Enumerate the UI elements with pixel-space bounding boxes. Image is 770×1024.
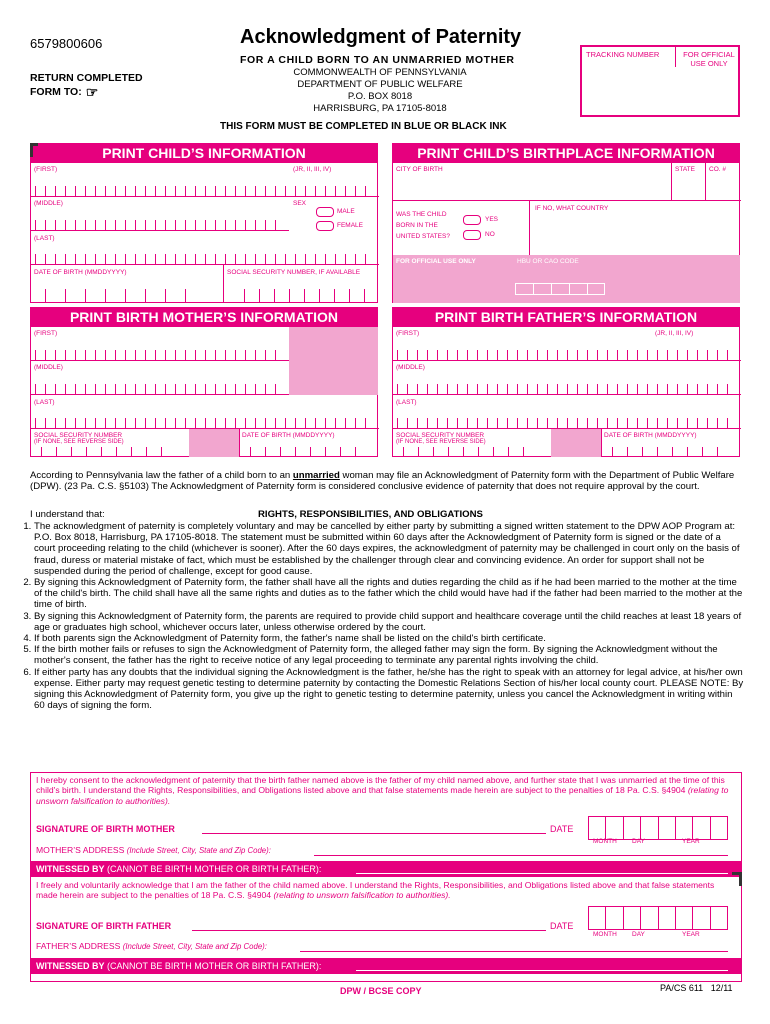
child-middle-ticks: [35, 220, 285, 230]
address-line: DEPARTMENT OF PUBLIC WELFARE: [297, 79, 463, 90]
child-ssn-ticks: [244, 289, 379, 303]
mother-date-field[interactable]: [588, 816, 728, 840]
birthplace-box: [392, 163, 740, 303]
father-address-hint: (Include Street, City, State and Zip Code):: [122, 942, 267, 951]
rights-item: 4. If both parents sign the Acknowledgment of Paternity form, the father's name shall be listed on the child's birth certificate.: [34, 633, 744, 644]
mother-middle-label: (MIDDLE): [34, 364, 63, 371]
rights-item: 6. If either party has any doubts that the individual signing the Acknowledgment is the father, he/she has the right to speak with an attorney for legal advice, at his/her own expense. Either party may request genetic testing to determine paternity by contacting the Domestic Relations Section of his/her local county court. PLEASE NOTE: By signing this Acknowledgment of Paternity form, you give up the right to genetic testing to determine paternity, unless you cancel the Acknowledgment in writing within 60 days of signing the form.: [34, 667, 744, 712]
mother-dob-ticks: [250, 447, 370, 457]
mother-info-heading: PRINT BIRTH MOTHER’S INFORMATION: [30, 307, 378, 327]
child-last-label: (LAST): [34, 235, 55, 242]
child-middle-field[interactable]: [31, 197, 289, 231]
mother-month-label: MONTH: [593, 838, 617, 845]
rights-item: 3. By signing this Acknowledgment of Paternity form, the parents are required to provide child support and healthcare coverage until the child reaches at least 18 years of age or graduates high school, whichever occurs later, unless otherwise ordered by the court.: [34, 611, 744, 633]
child-first-ticks: [35, 186, 375, 196]
child-middle-label: (MIDDLE): [34, 200, 63, 207]
co-divider: [705, 163, 706, 201]
mother-date-label: DATE: [550, 824, 574, 834]
mother-address-hint: (Include Street, City, State and Zip Code):: [126, 846, 271, 855]
hbu-boxes: [515, 283, 605, 295]
address-line: COMMONWEALTH OF PENNSYLVANIA: [293, 67, 467, 78]
copy-label: DPW / BCSE COPY: [340, 986, 422, 996]
born-us-question: WAS THE CHILD BORN IN THE UNITED STATES?: [396, 211, 450, 240]
born-us-yes-label: YES: [485, 216, 499, 223]
mother-witness-title: WITNESSED BY: [36, 864, 105, 874]
child-info-heading: PRINT CHILD’S INFORMATION: [30, 143, 378, 163]
mother-witness-field[interactable]: [356, 861, 728, 874]
father-dob-label: DATE OF BIRTH (MMDDYYYY): [604, 432, 697, 439]
mother-middle-field[interactable]: [31, 361, 289, 395]
father-first-ticks: [397, 350, 737, 360]
address-line: P.O. BOX 8018: [347, 91, 413, 102]
tracking-box: [580, 45, 740, 117]
father-ssn-shade: [551, 429, 601, 457]
father-month-label: MONTH: [593, 931, 617, 938]
father-last-field[interactable]: [393, 395, 741, 429]
rights-item: 2. By signing this Acknowledgment of Paternity form, the father shall have all the rights and duties regarding the child as if he had been married to the mother at the time of the child's birth. The child shall have all the same rights and duties as to the father which the child would have had if the father had been married to the mother at the time of birth.: [34, 577, 744, 611]
mother-day-label: DAY: [632, 838, 645, 845]
child-dob-ticks: [45, 289, 205, 303]
father-witness-note: (CANNOT BE BIRTH MOTHER OR BIRTH FATHER):: [107, 961, 322, 971]
birthplace-heading: PRINT CHILD’S BIRTHPLACE INFORMATION: [392, 143, 740, 163]
mother-ssn-ticks: [41, 447, 176, 457]
child-dob-label: DATE OF BIRTH (MMDDYYYY): [34, 269, 127, 276]
child-first-field[interactable]: [31, 163, 379, 197]
child-info-box: [30, 163, 378, 303]
father-date-label: DATE: [550, 921, 574, 931]
mother-last-field[interactable]: [31, 395, 379, 429]
mother-consent-italic: (relating to unsworn falsification to authorities).: [36, 785, 729, 806]
mother-first-ticks: [35, 350, 285, 360]
mother-ssn-label: SOCIAL SECURITY NUMBER: [34, 432, 123, 439]
father-info-heading: PRINT BIRTH FATHER’S INFORMATION: [392, 307, 740, 327]
father-witness-label: [36, 961, 321, 971]
pointing-hand-icon: ☞: [85, 84, 99, 100]
father-address-field[interactable]: [300, 938, 728, 952]
father-consent-italic: (relating to unsworn falsification to authorities).: [273, 890, 451, 901]
return-label-line1: RETURN COMPLETED: [30, 72, 143, 84]
father-day-label: DAY: [632, 931, 645, 938]
child-ssn-label: SOCIAL SECURITY NUMBER, IF AVAILABLE: [227, 269, 361, 276]
father-first-label: (FIRST): [396, 330, 420, 337]
mother-dob-field[interactable]: [240, 429, 379, 457]
tracking-divider: [675, 47, 676, 67]
father-middle-ticks: [397, 384, 737, 394]
sex-female-checkbox[interactable]: [316, 221, 334, 231]
child-last-field[interactable]: [31, 231, 379, 265]
co-label: CO. #: [709, 166, 726, 173]
intro-paragraph: [30, 470, 742, 492]
form-title: Acknowledgment of Paternity: [240, 26, 522, 48]
mother-info-box: [30, 327, 378, 457]
sex-male-label: MALE: [337, 208, 355, 215]
father-ssn-note: (IF NONE, SEE REVERSE SIDE): [396, 439, 486, 445]
born-us-no-label: NO: [485, 231, 495, 238]
born-us-no-checkbox[interactable]: [463, 230, 481, 240]
child-ssn-field[interactable]: [224, 265, 379, 303]
ink-note: THIS FORM MUST BE COMPLETED IN BLUE OR BLACK INK: [220, 121, 507, 132]
father-address-label: [36, 941, 267, 951]
mother-address-label: [36, 845, 271, 855]
city-label: CITY OF BIRTH: [396, 166, 443, 173]
mother-consent-body: I hereby consent to the acknowledgment of paternity that the birth father named above is the father of my child named above, and further state that I was unmarried at the time of this child's birth. I understand the Rights, Responsibilities, and Obligations listed above and that false statements made herein are subject to the penalties of 18 Pa. C.S. §4904: [36, 775, 725, 796]
father-year-label: YEAR: [682, 931, 700, 938]
form-number: 6579800606: [30, 36, 103, 51]
child-last-ticks: [35, 254, 375, 264]
mother-last-ticks: [35, 418, 375, 428]
form-subtitle: FOR A CHILD BORN TO AN UNMARRIED MOTHER: [240, 54, 515, 66]
tracking-label: TRACKING NUMBER: [586, 50, 660, 59]
father-witness-field[interactable]: [356, 958, 728, 971]
father-last-ticks: [397, 418, 737, 428]
father-ssn-field[interactable]: [393, 429, 548, 457]
father-info-box: [392, 327, 740, 457]
father-witness-title: WITNESSED BY: [36, 961, 105, 971]
mother-middle-ticks: [35, 384, 285, 394]
father-ssn-ticks: [403, 447, 538, 457]
mother-year-label: YEAR: [682, 838, 700, 845]
mother-witness-label: [36, 864, 321, 874]
father-consent-body: I freely and voluntarily acknowledge that I am the father of the child named above. I understand the Rights, Responsibilities, and Obligations listed above and that false statements made herein are subject to the penalties of 18 Pa. C.S. §4904: [36, 880, 715, 901]
form-code: PA/CS 611 12/11: [660, 983, 733, 993]
intro-text-b: woman may file an Acknowledgment of Paternity form with the Department of Public Welfare (DPW). (23 Pa. C.S. §5103) The Acknowledgment of Paternity form is considered conclusive evidence of paternity that does not require approval by the court.: [30, 470, 735, 493]
mother-consent-text: [36, 775, 736, 806]
father-first-field[interactable]: [393, 327, 741, 361]
return-label: [30, 71, 143, 99]
child-first-label: (FIRST): [34, 166, 58, 173]
official-use-area: [393, 255, 740, 303]
mother-ssn-field[interactable]: [31, 429, 186, 457]
mother-last-label: (LAST): [34, 399, 55, 406]
mother-dob-label: DATE OF BIRTH (MMDDYYYY): [242, 432, 335, 439]
mother-address-title: MOTHER’S ADDRESS: [36, 845, 125, 855]
address-line: HARRISBURG, PA 17105-8018: [313, 103, 447, 114]
rights-item: 5. If the birth mother fails or refuses to sign the Acknowledgment of Paternity form, the alleged father may sign the form. By signing the Acknowledgment without the mother's consent, the father has the right to receive notice of any legal proceeding to terminate any parental rights involving the child.: [34, 644, 744, 666]
mother-address-field[interactable]: [314, 842, 728, 856]
mother-sig-label: SIGNATURE OF BIRTH MOTHER: [36, 824, 175, 834]
rights-heading: RIGHTS, RESPONSIBILITIES, AND OBLIGATIONS: [258, 509, 483, 520]
return-address: [280, 67, 480, 115]
corner-bracket-left: [30, 143, 38, 157]
father-dob-ticks: [612, 447, 732, 457]
mother-ssn-note: (IF NONE, SEE REVERSE SIDE): [34, 439, 124, 445]
mother-signature-field[interactable]: [202, 820, 546, 834]
hbu-label: HBU OR CAO CODE: [517, 258, 579, 265]
mother-first-label: (FIRST): [34, 330, 58, 337]
child-suffix-label: (JR, II, III, IV): [293, 166, 332, 173]
rights-list: [18, 521, 744, 711]
official-use-sublabel: FOR OFFICIAL USE ONLY: [396, 258, 476, 265]
sex-male-checkbox[interactable]: [316, 207, 334, 217]
father-middle-field[interactable]: [393, 361, 741, 395]
child-sex-label: SEX: [293, 200, 307, 207]
father-sig-label: SIGNATURE OF BIRTH FATHER: [36, 921, 172, 931]
intro-unmarried: unmarried: [292, 470, 340, 481]
return-label-line2: FORM TO:: [30, 86, 82, 98]
understand-label: I understand that:: [30, 509, 105, 520]
state-divider: [671, 163, 672, 201]
father-consent-text: [36, 880, 736, 901]
father-suffix-label: (JR, II, III, IV): [655, 330, 694, 337]
child-dob-field[interactable]: [31, 265, 223, 303]
understand-line: [30, 509, 742, 520]
father-address-title: FATHER’S ADDRESS: [36, 941, 121, 951]
country-label: IF NO, WHAT COUNTRY: [535, 205, 609, 212]
country-field[interactable]: [530, 201, 740, 255]
mother-witness-note: (CANNOT BE BIRTH MOTHER OR BIRTH FATHER):: [107, 864, 322, 874]
intro-text-a: According to Pennsylvania law the father of a child born to an: [30, 470, 293, 481]
father-ssn-label: SOCIAL SECURITY NUMBER: [396, 432, 485, 439]
official-use-label: FOR OFFICIAL USE ONLY: [683, 50, 735, 68]
mother-first-field[interactable]: [31, 327, 289, 361]
rights-item: 1. The acknowledgment of paternity is completely voluntary and may be cancelled by either party by submitting a signed written statement to the DPW AOP Program at: P.O. Box 8018, Harrisburg, PA 17105-8018. The statement must be submitted within 60 days after the Acknowledgment of Paternity form is signed or the date of a court proceeding relating to the child (whichever is sooner). After the 60 days expires, the acknowledgment of paternity may be challenged in court only on the basis of fraud, duress or material mistake of fact, which must be established by the challenger through clear and convincing evidence. An order for support shall not be suspended during the period of challenge, except for good cause.: [34, 521, 744, 577]
state-label: STATE: [675, 166, 695, 173]
mother-ssn-shade: [189, 429, 239, 457]
mother-suffix-shade: [289, 327, 378, 395]
father-signature-field[interactable]: [192, 917, 546, 931]
father-date-field[interactable]: [588, 906, 728, 930]
sex-female-label: FEMALE: [337, 222, 364, 229]
father-dob-field[interactable]: [602, 429, 741, 457]
born-us-yes-checkbox[interactable]: [463, 215, 481, 225]
father-last-label: (LAST): [396, 399, 417, 406]
city-field[interactable]: [393, 163, 741, 201]
father-middle-label: (MIDDLE): [396, 364, 425, 371]
